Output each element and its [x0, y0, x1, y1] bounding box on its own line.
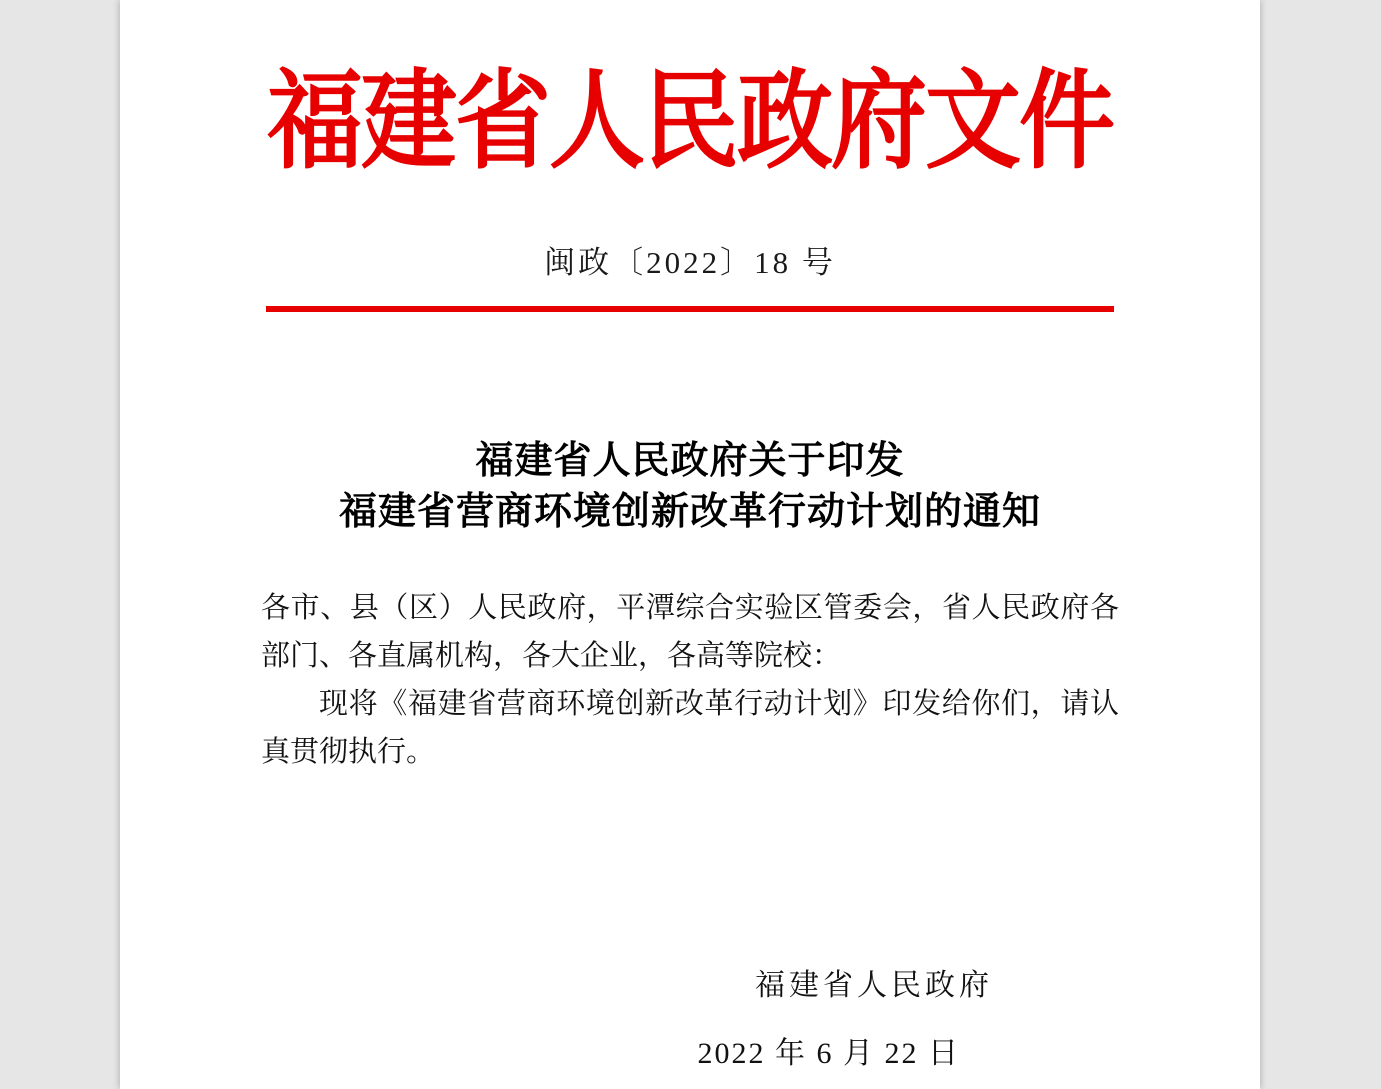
- document-body: [261, 584, 1119, 776]
- document-title-line1: 福建省人民政府关于印发: [475, 439, 905, 482]
- document-page: [120, 0, 1260, 1089]
- header-divider-line: [266, 306, 1114, 312]
- issue-date: 2022 年 6 月 22 日: [697, 1036, 960, 1070]
- body-paragraph: 现将《福建省营商环境创新改革行动计划》印发给你们，请认真贯彻执行。: [261, 687, 1119, 768]
- issuing-authority-signature: 福建省人民政府: [755, 968, 993, 1002]
- salutation-paragraph: 各市、县（区）人民政府，平潭综合实验区管委会，省人民政府各部门、各直属机构，各大企业，各高等院校：: [261, 591, 1119, 672]
- document-number: 闽政〔2022〕18 号: [544, 244, 836, 280]
- document-title-line2: 福建省营商环境创新改革行动计划的通知: [338, 490, 1041, 533]
- letterhead-title: 福建省人民政府文件: [267, 61, 1113, 182]
- document-title: [120, 436, 1260, 538]
